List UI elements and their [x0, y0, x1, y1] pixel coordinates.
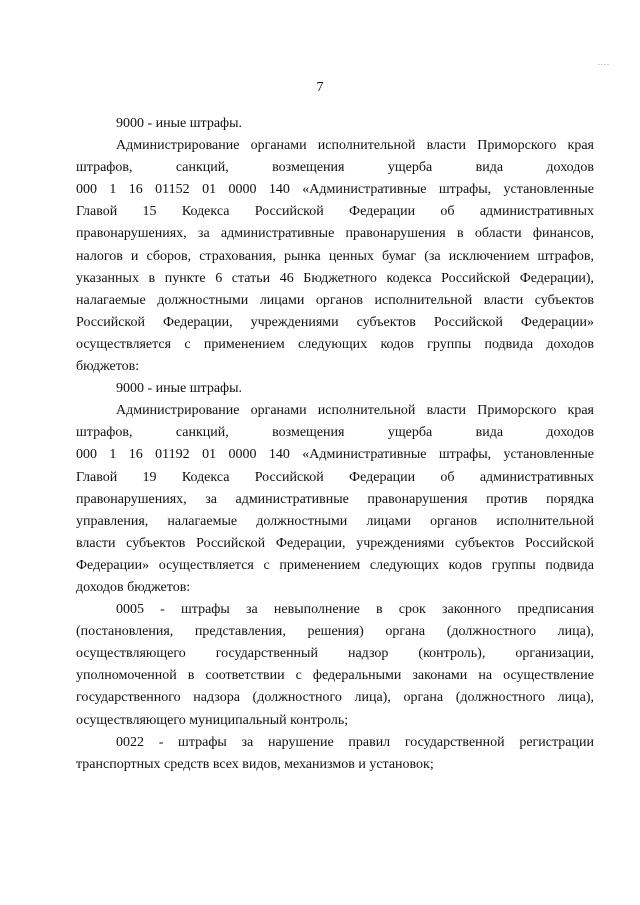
text-line: Главой 15 Кодекса Российской Федерации об административных: [76, 204, 594, 220]
text-line: правонарушениях, за административные правонарушения в области финансов,: [76, 226, 594, 242]
text-line: уполномоченной в соответствии с федеральными законами на осуществление: [76, 668, 594, 684]
text-line: Администрирование органами исполнительной власти Приморского края: [116, 138, 594, 154]
text-line: доходов бюджетов:: [76, 579, 191, 595]
text-line: транспортных средств всех видов, механизмов и установок;: [76, 756, 434, 772]
text-line: 9000 - иные штрафы.: [116, 381, 243, 397]
text-line: Администрирование органами исполнительной власти Приморского края: [116, 403, 594, 419]
text-line: (постановления, представления, решения) органа (должностного лица),: [76, 624, 594, 640]
text-line: 0022 - штрафы за нарушение правил государственной регистрации: [116, 734, 594, 750]
text-line: 9000 - иные штрафы.: [116, 116, 243, 131]
text-line: осуществляющего муниципальный контроль;: [76, 712, 349, 728]
text-line: осуществляющего государственный надзор (контроль), организации,: [76, 646, 594, 662]
text-line: бюджетов:: [76, 359, 140, 375]
text-line: налагаемые должностными лицами органов исполнительной власти субъектов: [76, 292, 594, 308]
text-line: Главой 19 Кодекса Российской Федерации об административных: [76, 469, 594, 485]
document-body: [76, 113, 594, 776]
text-line: штрафов, санкций, возмещения ущерба вида доходов: [76, 160, 594, 176]
page-number: 7: [316, 80, 324, 95]
text-line: указанных в пункте 6 статьи 46 Бюджетного кодекса Российской Федерации),: [76, 270, 594, 286]
text-line: 000 1 16 01192 01 0000 140 «Административные штрафы, установленные: [76, 447, 594, 463]
corner-mark: ....: [598, 58, 610, 67]
text-line: 000 1 16 01152 01 0000 140 «Административные штрафы, установленные: [76, 182, 594, 198]
text-line: власти субъектов Российской Федерации, учреждениями субъектов Российской: [76, 535, 594, 551]
text-line: управления, налагаемые должностными лицами органов исполнительной: [76, 513, 594, 529]
text-line: государственного надзора (должностного лица), органа (должностного лица),: [76, 690, 594, 706]
text-line: правонарушениях, за административные правонарушения против порядка: [76, 491, 594, 507]
text-line: Российской Федерации, учреждениями субъектов Российской Федерации»: [76, 314, 594, 330]
text-line: налогов и сборов, страхования, рынка ценных бумаг (за исключением штрафов,: [76, 248, 594, 264]
text-line: Федерации» осуществляется с применением следующих кодов группы подвида: [76, 557, 594, 573]
text-line: штрафов, санкций, возмещения ущерба вида доходов: [76, 425, 594, 441]
text-line: осуществляется с применением следующих кодов группы подвида доходов: [76, 336, 594, 352]
text-line: 0005 - штрафы за невыполнение в срок законного предписания: [116, 602, 594, 618]
